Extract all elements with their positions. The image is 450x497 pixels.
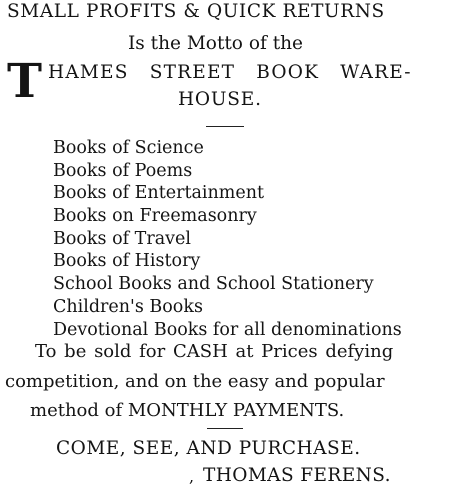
signature: THOMAS FERENS. — [203, 465, 391, 486]
list-item: Books of History — [53, 251, 201, 272]
list-item: Books on Freemasonry — [53, 206, 257, 227]
divider-rule — [206, 126, 244, 127]
divider-rule — [207, 428, 243, 429]
store-name-line-1: HAMES STREET BOOK WARE- — [48, 62, 412, 83]
terms-line-2: competition, and on the easy and popular — [5, 371, 385, 392]
store-name-line-2: HOUSE. — [178, 89, 262, 110]
list-item: Books of Poems — [53, 160, 193, 181]
stray-print-mark: , — [189, 467, 195, 486]
list-item: Devotional Books for all denominations — [53, 319, 402, 340]
list-item: Books of Entertainment — [53, 183, 265, 204]
headline: SMALL PROFITS & QUICK RETURNS — [7, 1, 385, 22]
list-item: Books of Science — [53, 138, 204, 158]
book-list — [53, 137, 402, 341]
store-name-drop-cap: T — [7, 54, 42, 109]
terms-line-1: To be sold for CASH at Prices defying — [35, 341, 394, 362]
list-item: School Books and School Stationery — [53, 274, 374, 295]
motto-line: Is the Motto of the — [128, 33, 303, 54]
terms-line-3: method of MONTHLY PAYMENTS. — [30, 400, 345, 421]
list-item: Books of Travel — [53, 228, 191, 249]
call-to-action: COME, SEE, AND PURCHASE. — [56, 438, 361, 459]
list-item: Children's Books — [53, 296, 203, 317]
